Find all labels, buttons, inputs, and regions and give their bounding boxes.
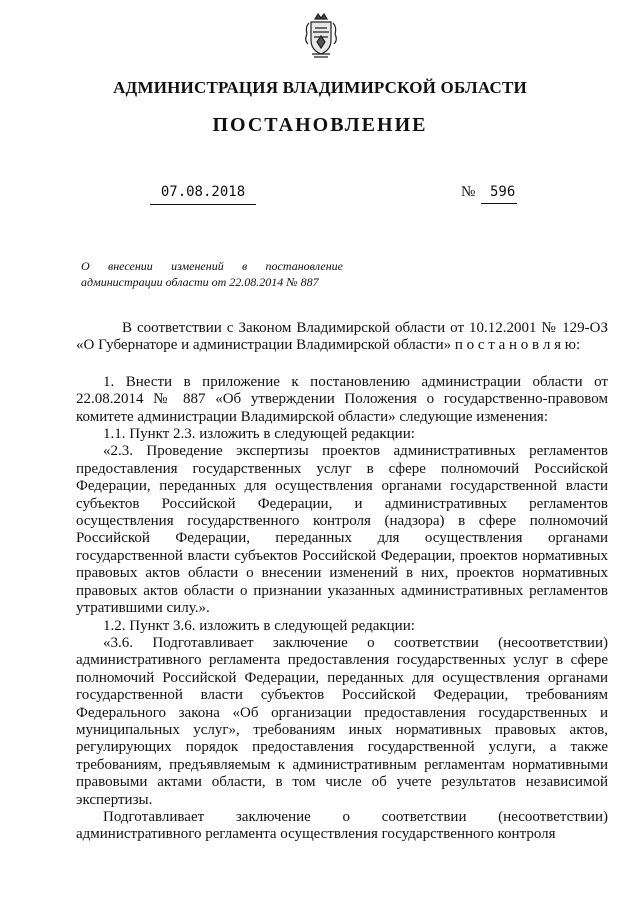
document-body — [76, 320, 608, 844]
preamble-paragraph: В соответствии с Законом Владимирской области от 10.12.2001 № 129-ОЗ «О Губернаторе и администрации Владимирской области» п о с т а н о в л я ю: — [76, 320, 608, 354]
document-subject: О внесении изменений в постановление администрации области от 22.08.2014 № 887 — [81, 259, 343, 289]
item-1-2-text: «3.6. Подготавливает заключение о соответствии (несоответствии) административного регламента предоставления государственных услуг в сфере полномочий Российской Федерации, переданных для осуществления органами государственной власти субъектов Российской Федерации, требованиям Федерального закона «Об организации предоставления государственных и муниципальных услуг», требованиям иных нормативных правовых актов, регулирующих порядок предоставления государственной услуги, а также требованиям, предъявляемым к административным регламентам нормативными правовыми актами области, в том числе об учете результатов независимой экспертизы. — [76, 634, 608, 808]
document-type: ПОСТАНОВЛЕНИЕ — [212, 114, 428, 136]
item-1-1-heading: 1.1. Пункт 2.3. изложить в следующей редакции: — [103, 426, 415, 443]
item-1-2-heading: 1.2. Пункт 3.6. изложить в следующей редакции: — [103, 617, 415, 634]
organization-title: АДМИНИСТРАЦИЯ ВЛАДИМИРСКОЙ ОБЛАСТИ — [113, 78, 527, 97]
number-sign: № — [461, 184, 476, 200]
item-1-1-text: «2.3. Проведение экспертизы проектов административных регламентов предоставления государственных услуг в сфере полномочий Российской Федерации, переданных для осуществления органами государственной власти субъектов Российской Федерации, и административных регламентов осуществления государственного контроля (надзора) в сфере полномочий Российской Федерации, переданных для осуществления органами государственной власти субъектов Российской Федерации, проектов нормативных правовых актов области о внесении изменений в них, проектов нормативных правовых актов области о признании указанных административных регламентов утратившими силу.». — [76, 443, 608, 617]
document-number: 596 — [490, 184, 516, 200]
item-1-2-continuation: Подготавливает заключение о соответствии (несоответствии) административного регламента осуществления государственного контроля — [76, 808, 608, 843]
number-underline — [481, 203, 517, 204]
coat-of-arms-icon — [302, 10, 340, 60]
document-date: 07.08.2018 — [160, 184, 246, 200]
date-underline — [150, 204, 256, 205]
item-1-paragraph: 1. Внести в приложение к постановлению администрации области от 22.08.2014 № 887 «Об утверждении Положения о государственно-правовом комитете администрации Владимирской области» следующие изменения: — [76, 373, 608, 425]
